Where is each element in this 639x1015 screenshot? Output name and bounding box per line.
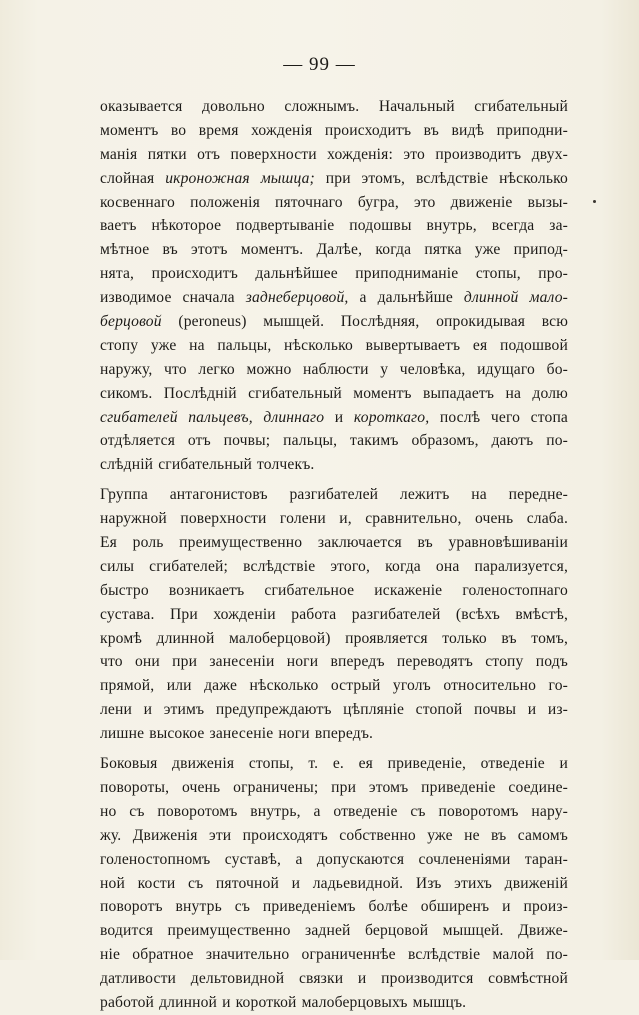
- paragraph: [100, 95, 568, 477]
- print-speck: [593, 200, 596, 203]
- text-run: силы сгибателей; вслѣдствіе этого, когда она парализуется,: [100, 557, 568, 575]
- text-run: слѣдній сгибательный толчекъ.: [100, 456, 315, 474]
- text-run: стопу уже на пальцы, нѣсколько вывертываетъ ея подошвой: [100, 336, 568, 354]
- text-run: моментъ во время хожденія происходитъ въ видѣ приподни-: [100, 121, 568, 139]
- text-line: [100, 262, 568, 286]
- text-run: повороты, очень ограничены; при этомъ приведеніе соедине-: [100, 778, 568, 796]
- text-run: ной кости съ пяточной и ладьевидной. Изъ этихъ движеній: [100, 874, 568, 892]
- text-run: жу. Движенія эти происходятъ собственно уже не въ самомъ: [100, 826, 568, 844]
- text-run: косвеннаго положенія пяточнаго бугра, это движеніе вызы-: [100, 193, 568, 211]
- page-number: — 99 —: [283, 54, 356, 75]
- text-line: [100, 334, 568, 358]
- text-line: [100, 358, 568, 382]
- text-line: [100, 698, 568, 722]
- text-line: [100, 674, 568, 698]
- text-run: (peroneus) мышцей. Послѣдняя, опрокидывая всю: [161, 313, 568, 331]
- text-run: мѣтное въ этотъ моментъ. Далѣе, когда пятка уже припод-: [100, 241, 568, 259]
- text-run: изводимое сначала: [100, 289, 246, 307]
- text-line: [100, 310, 568, 334]
- italic-term: икроножная мышца;: [165, 169, 315, 187]
- text-run: датливости дельтовидной связки и производится совмѣстной: [100, 970, 568, 988]
- text-run: оказывается довольно сложнымъ. Начальный сгибательный: [100, 98, 568, 115]
- text-run: манія пятки отъ поверхности хожденія: это производитъ двух-: [100, 145, 568, 163]
- italic-term: короткаго,: [353, 408, 430, 426]
- text-run: ніе обратное значительно ограниченнѣе вслѣдствіе малой по-: [100, 946, 568, 964]
- text-run: нята, происходитъ дальнѣйшее приподниманіе стопы, про-: [100, 265, 568, 283]
- text-run: кромѣ длинной малоберцовой) проявляется только въ томъ,: [100, 629, 568, 647]
- text-run: отдѣляется отъ почвы; пальцы, такимъ образомъ, даютъ по-: [100, 432, 568, 450]
- text-line: [100, 991, 568, 1015]
- text-line: [100, 531, 568, 555]
- text-line: [100, 286, 568, 310]
- text-run: при этомъ, вслѣдствіе нѣсколько: [314, 169, 568, 187]
- paragraph: [100, 483, 568, 746]
- text-run: но съ поворотомъ внутрь, а отведеніе съ поворотомъ нару-: [100, 802, 568, 820]
- text-run: а дальнѣйше: [348, 289, 464, 307]
- italic-term: берцовой: [100, 313, 162, 331]
- text-line: [100, 872, 568, 896]
- text-line: [100, 453, 568, 477]
- italic-term: заднеберцовой,: [245, 289, 349, 307]
- text-run: Группа антагонистовъ разгибателей лежитъ на передне-: [100, 486, 568, 504]
- text-run: сикомъ. Послѣдній сгибательный моментъ выпадаетъ на долю: [100, 384, 568, 402]
- text-line: [100, 555, 568, 579]
- text-line: [100, 119, 568, 143]
- text-line: [100, 95, 568, 119]
- text-run: сустава. При хожденіи работа разгибателей (всѣхъ вмѣстѣ,: [100, 605, 568, 623]
- text-line: [100, 919, 568, 943]
- text-run: голеностопномъ суставѣ, а допускаются сочлененіями таран-: [100, 850, 568, 868]
- body-text: [100, 95, 568, 1015]
- text-line: [100, 429, 568, 453]
- text-line: [100, 238, 568, 262]
- text-run: быстро возникаетъ сгибательное искаженіе голеностопнаго: [100, 581, 568, 599]
- text-line: [100, 776, 568, 800]
- text-line: [100, 752, 568, 776]
- text-run: лишне высокое занесеніе ноги впередъ.: [100, 725, 374, 743]
- text-line: [100, 848, 568, 872]
- text-run: наружной поверхности голени и, сравнительно, очень слаба.: [100, 510, 568, 528]
- text-line: [100, 143, 568, 167]
- text-run: Боковыя движенія стопы, т. е. ея приведеніе, отведеніе и: [100, 755, 568, 773]
- text-line: [100, 191, 568, 215]
- text-run: наружу, что легко можно наблюсти у человѣка, идущаго бо-: [100, 360, 568, 378]
- text-line: [100, 895, 568, 919]
- text-run: слойная: [100, 169, 166, 187]
- text-line: [100, 800, 568, 824]
- text-line: [100, 214, 568, 238]
- italic-term: сгибателей пальцевъ,: [100, 408, 253, 426]
- text-line: [100, 650, 568, 674]
- text-run: послѣ чего стопа: [429, 408, 569, 426]
- text-run: лени и этимъ предупреждаютъ цѣпляніе стопой почвы и из-: [100, 701, 568, 719]
- text-line: [100, 382, 568, 406]
- text-line: [100, 824, 568, 848]
- text-run: Ея роль преимущественно заключается въ уравновѣшиваніи: [100, 534, 568, 552]
- text-run: что они при занесеніи ноги впередъ переводятъ стопу подъ: [100, 653, 568, 671]
- text-run: водится преимущественно задней берцовой мышцей. Движе-: [100, 922, 568, 940]
- paragraph: [100, 752, 568, 1015]
- italic-term: длиннаго: [263, 408, 325, 426]
- text-line: [100, 627, 568, 651]
- text-line: [100, 579, 568, 603]
- text-run: ваетъ нѣкоторое подвертываніе подошвы внутрь, всегда за-: [100, 217, 568, 235]
- text-line: [100, 603, 568, 627]
- text-run: [253, 409, 264, 426]
- text-line: [100, 722, 568, 746]
- text-run: и: [324, 408, 354, 426]
- text-run: поворотъ внутрь съ приведеніемъ болѣе обширенъ и произ-: [100, 898, 568, 916]
- text-run: работой длинной и короткой малоберцовыхъ мышцъ.: [100, 993, 467, 1011]
- text-run: прямой, или даже нѣсколько острый уголъ относительно го-: [100, 677, 568, 695]
- text-line: [100, 507, 568, 531]
- text-line: [100, 406, 568, 430]
- italic-term: длинной мало-: [463, 289, 568, 307]
- text-line: [100, 943, 568, 967]
- text-line: [100, 967, 568, 991]
- text-line: [100, 167, 568, 191]
- text-line: [100, 483, 568, 507]
